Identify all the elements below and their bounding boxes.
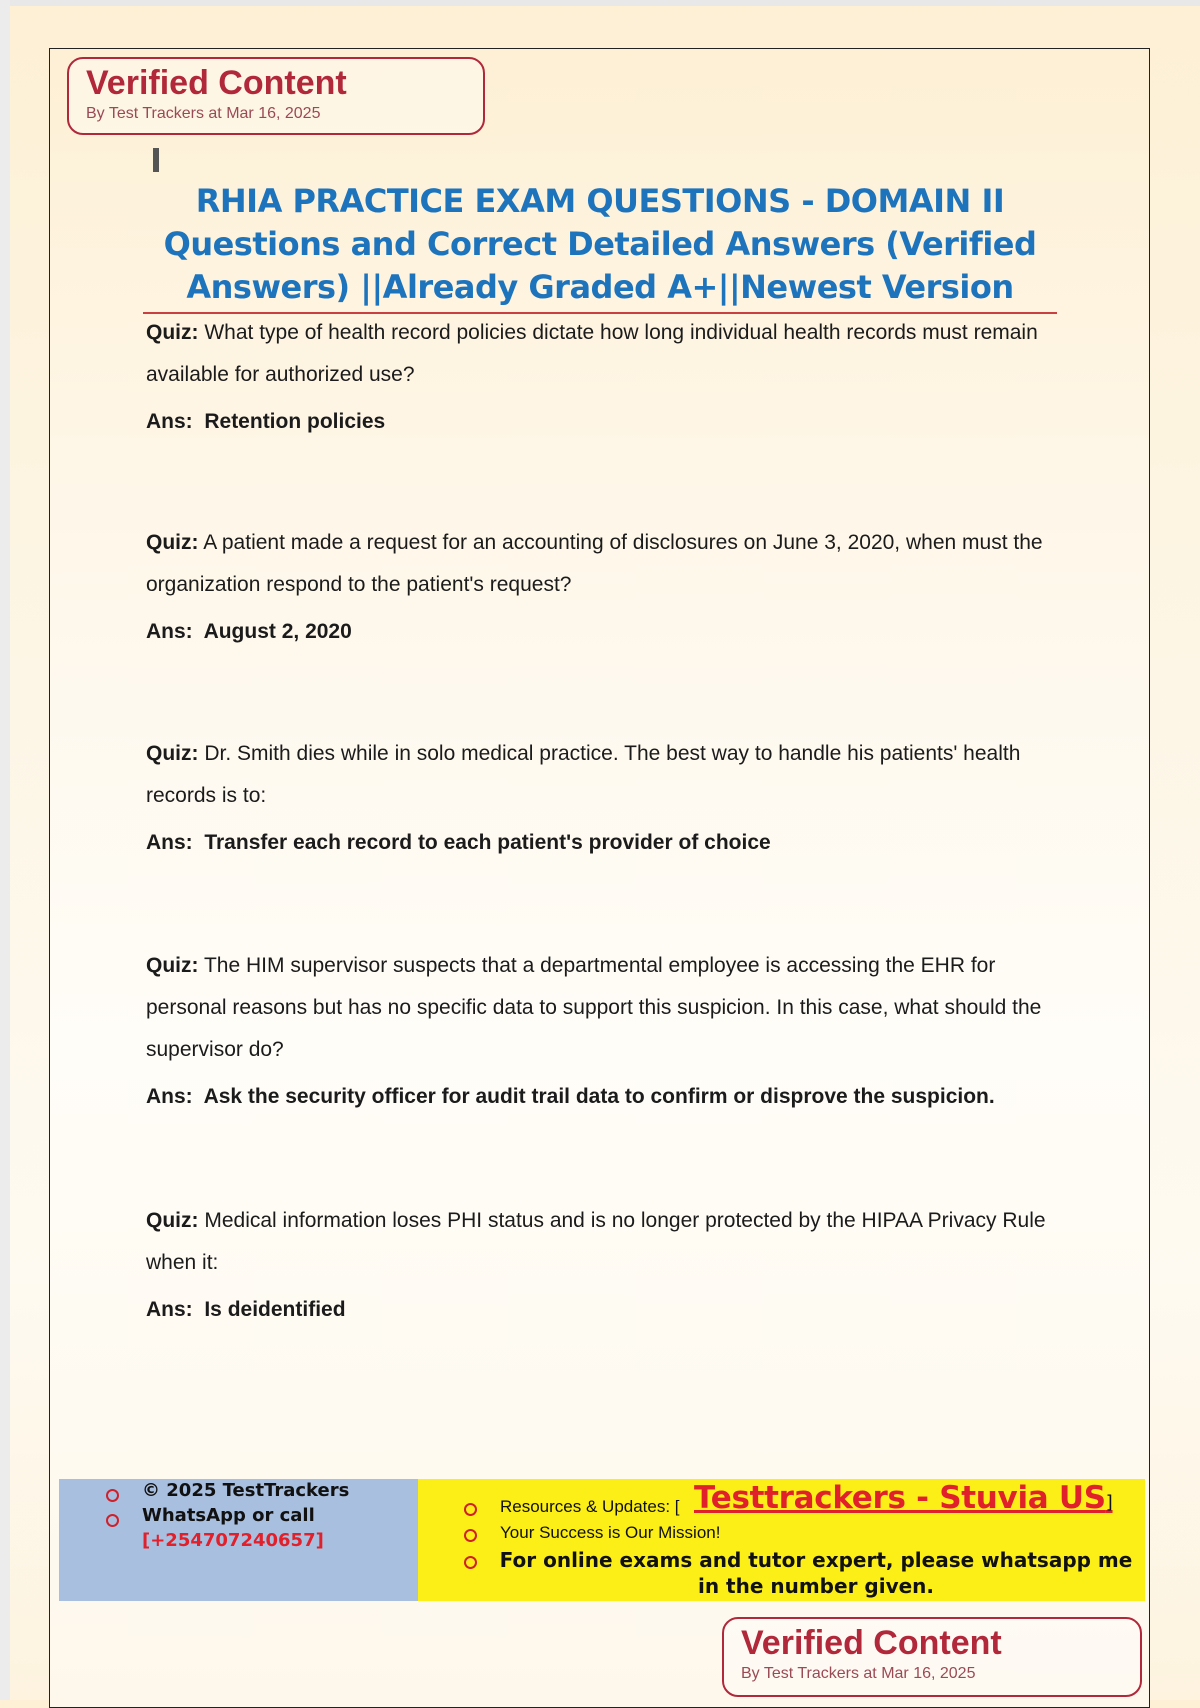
- qa-item: [146, 945, 1066, 1109]
- quiz-question: [146, 733, 1066, 817]
- quiz-label: Quiz:: [146, 742, 199, 765]
- quiz-label: Quiz:: [146, 954, 199, 977]
- footer-mission: Your Success is Our Mission!: [500, 1523, 721, 1542]
- bullet-icon: [464, 1529, 477, 1542]
- quiz-label: Quiz:: [146, 1209, 199, 1232]
- question-text: The HIM supervisor suspects that a departmental employee is accessing the EHR for personal reasons but has no specific data to support this suspicion. In this case, what should the supervisor do?: [146, 954, 1042, 1061]
- qa-item: [146, 522, 1066, 644]
- footer-phone[interactable]: [+254707240657]: [142, 1530, 324, 1551]
- question-text: Medical information loses PHI status and is no longer protected by the HIPAA Privacy Rule when it:: [146, 1209, 1046, 1274]
- viewer-top-edge: [0, 0, 1200, 6]
- answer-text: Is deidentified: [204, 1298, 346, 1321]
- qa-item: [146, 312, 1066, 434]
- stamp-subtitle: By Test Trackers at Mar 16, 2025: [86, 105, 321, 122]
- question-text: What type of health record policies dictate how long individual health records must remain available for authorized use?: [146, 321, 1038, 386]
- bullet-icon: [106, 1489, 119, 1502]
- qa-item: [146, 733, 1066, 855]
- answer-text: Retention policies: [204, 410, 386, 433]
- footer-tutor-note: For online exams and tutor expert, please whatsapp me in the number given.: [499, 1548, 1133, 1598]
- stamp-title: Verified Content: [86, 64, 347, 102]
- title-line-2: Questions and Correct Detailed Answers (Verified: [163, 225, 1037, 263]
- qa-item: [146, 1200, 1066, 1322]
- answer-text: August 2, 2020: [203, 620, 352, 643]
- footer-contact-label: WhatsApp or call: [142, 1505, 315, 1526]
- answer: [146, 1085, 1066, 1109]
- answer-label: Ans:: [146, 831, 193, 854]
- bullet-icon: [106, 1514, 119, 1527]
- stamp-title: Verified Content: [741, 1624, 1002, 1662]
- question-text: A patient made a request for an accounting of disclosures on June 3, 2020, when must the organization respond to the patient's request?: [146, 531, 1043, 596]
- verified-stamp-bottom: [722, 1617, 1142, 1697]
- resources-bracket: ]: [1105, 1492, 1113, 1513]
- answer: [146, 1298, 1066, 1322]
- quiz-question: [146, 945, 1066, 1071]
- document-title: [144, 180, 1056, 309]
- answer-text: Ask the security officer for audit trail data to confirm or disprove the suspicion.: [203, 1085, 995, 1108]
- title-line-3: Answers) ||Already Graded A+||Newest Version: [186, 268, 1014, 306]
- answer: [146, 620, 1066, 644]
- stamp-subtitle: By Test Trackers at Mar 16, 2025: [741, 1665, 976, 1682]
- footer-resources-link[interactable]: [694, 1480, 1113, 1516]
- bullet-icon: [464, 1556, 477, 1569]
- answer-label: Ans:: [146, 1298, 193, 1321]
- answer: [146, 410, 1066, 434]
- quiz-label: Quiz:: [146, 321, 199, 344]
- bullet-icon: [464, 1503, 477, 1516]
- answer-text: Transfer each record to each patient's provider of choice: [204, 831, 771, 854]
- footer-resources-label: Resources & Updates: [: [500, 1497, 680, 1516]
- answer: [146, 831, 1066, 855]
- quiz-question: [146, 312, 1066, 396]
- question-text: Dr. Smith dies while in solo medical practice. The best way to handle his patients' health records is to:: [146, 742, 1021, 807]
- quiz-question: [146, 1200, 1066, 1284]
- answer-label: Ans:: [146, 1085, 193, 1108]
- viewer-left-edge: [0, 0, 10, 1700]
- answer-label: Ans:: [146, 620, 193, 643]
- quiz-label: Quiz:: [146, 531, 199, 554]
- resources-link-text[interactable]: Testtrackers - Stuvia US: [694, 1480, 1106, 1516]
- footer-copyright: © 2025 TestTrackers: [142, 1480, 350, 1501]
- answer-label: Ans:: [146, 410, 193, 433]
- quiz-question: [146, 522, 1066, 606]
- title-line-1: RHIA PRACTICE EXAM QUESTIONS - DOMAIN II: [195, 182, 1005, 220]
- text-cursor-icon: [153, 148, 159, 172]
- verified-stamp-top: [67, 57, 485, 135]
